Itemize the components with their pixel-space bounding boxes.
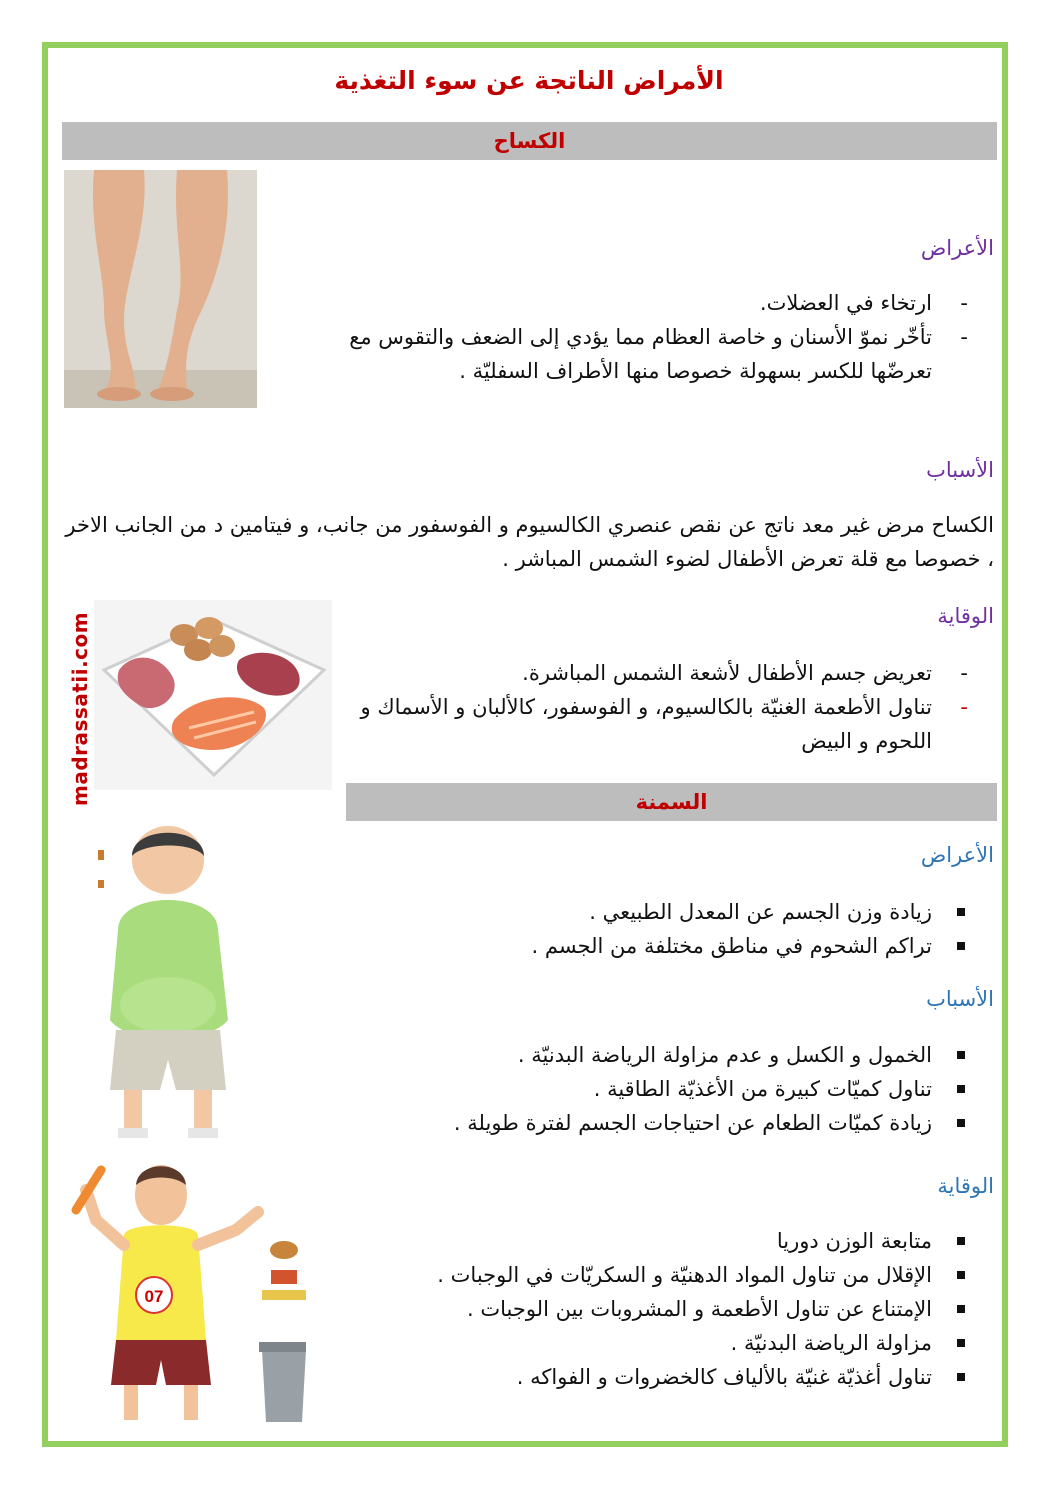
rickets-symptoms-list bbox=[312, 286, 932, 388]
obesity-causes-heading: الأسباب bbox=[926, 987, 994, 1011]
obesity-prevention-heading: الوقاية bbox=[937, 1174, 994, 1198]
list-item: تناول أغذيّة غنيّة بالألياف كالخضروات و الفواكه . bbox=[312, 1360, 932, 1394]
obesity-symptoms-list bbox=[312, 895, 932, 963]
shirt-number: 07 bbox=[144, 1287, 164, 1306]
section-band-rickets: الكساح bbox=[62, 122, 997, 160]
rickets-legs-image bbox=[64, 170, 257, 408]
list-item: الإمتناع عن تناول الأطعمة و المشروبات بين الوجبات . bbox=[312, 1292, 932, 1326]
list-item: زيادة كميّات الطعام عن احتياجات الجسم لفترة طويلة . bbox=[312, 1106, 932, 1140]
list-item: - تأخّر نموّ الأسنان و خاصة العظام مما يؤدي إلى الضعف والتقوس مع تعرضّها للكسر بسهولة خصوصا منها الأطراف السفليّة . bbox=[312, 320, 932, 388]
page-title: الأمراض الناتجة عن سوء التغذية bbox=[334, 66, 724, 95]
rickets-symptoms-heading: الأعراض bbox=[920, 236, 994, 260]
obese-boy-image bbox=[98, 820, 248, 1142]
list-item: الإقلال من تناول المواد الدهنيّة و السكريّات في الوجبات . bbox=[312, 1258, 932, 1292]
obesity-causes-list bbox=[312, 1038, 932, 1140]
rickets-causes-heading: الأسباب bbox=[926, 458, 994, 482]
rickets-prevention-heading: الوقاية bbox=[937, 604, 994, 628]
watermark: madrassatii.com bbox=[68, 611, 92, 807]
list-item: تراكم الشحوم في مناطق مختلفة من الجسم . bbox=[312, 929, 932, 963]
list-item: مزاولة الرياضة البدنيّة . bbox=[312, 1326, 932, 1360]
list-item: زيادة وزن الجسم عن المعدل الطبيعي . bbox=[312, 895, 932, 929]
list-item: متابعة الوزن دوريا bbox=[312, 1224, 932, 1258]
section-band-obesity: السمنة bbox=[346, 783, 997, 821]
obesity-symptoms-heading: الأعراض bbox=[920, 843, 994, 867]
athlete-rejecting-junk-food-image bbox=[66, 1160, 306, 1432]
obesity-prevention-list bbox=[312, 1224, 932, 1394]
list-item: الخمول و الكسل و عدم مزاولة الرياضة البدنيّة . bbox=[312, 1038, 932, 1072]
rickets-prevention-list bbox=[322, 656, 932, 758]
rickets-causes-text: الكساح مرض غير معد ناتج عن نقص عنصري الكالسيوم و الفوسفور من جانب، و فيتامين د من الجانب الاخر ، خصوصا مع قلة تعرض الأطفال لضوء الشمس المباشر . bbox=[65, 513, 994, 571]
list-item: - ارتخاء في العضلات. bbox=[312, 286, 932, 320]
list-item: - تعريض جسم الأطفال لأشعة الشمس المباشرة. bbox=[322, 656, 932, 690]
list-item: - تناول الأطعمة الغنيّة بالكالسيوم، و الفوسفور، كالألبان و الأسماك و اللحوم و البيض bbox=[322, 690, 932, 758]
list-item: تناول كميّات كبيرة من الأغذيّة الطاقية . bbox=[312, 1072, 932, 1106]
healthy-food-tray-image bbox=[94, 600, 332, 790]
